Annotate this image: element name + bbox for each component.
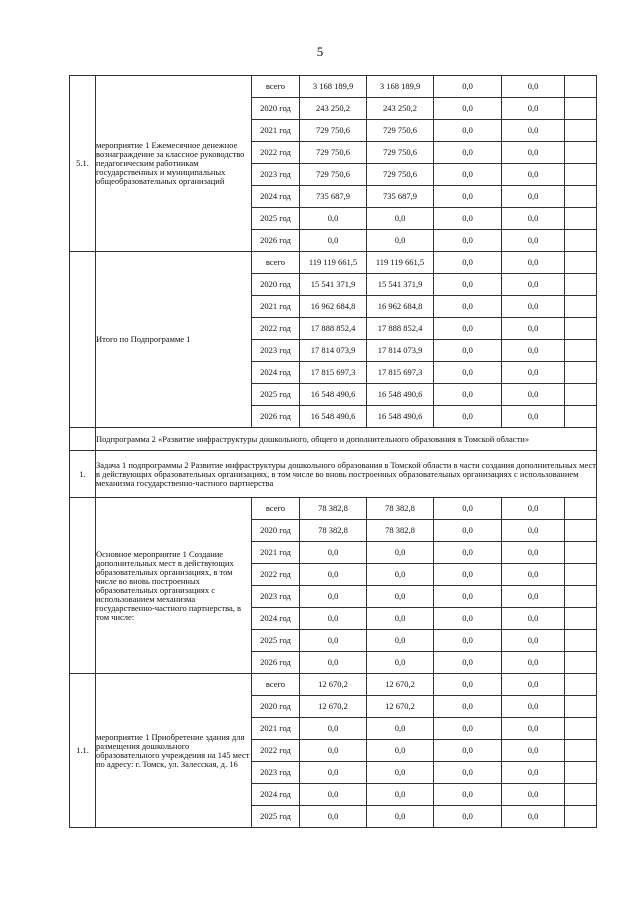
total-cell: 729 750,6 bbox=[300, 164, 367, 186]
year-cell: 2025 год bbox=[252, 384, 300, 406]
total-cell: 0,0 bbox=[300, 542, 367, 564]
regional-budget-cell: 17 815 697,3 bbox=[367, 362, 434, 384]
activity-name: мероприятие 1 Приобретение здания для размещения дошкольного образовательного учреждения на 145 мест по адресу: г. Томск, ул. Залесская, д. 16 bbox=[96, 674, 252, 828]
activity-name: Итого по Подпрограмме 1 bbox=[96, 252, 252, 428]
regional-budget-cell: 3 168 189,9 bbox=[367, 76, 434, 98]
total-cell: 16 962 684,8 bbox=[300, 296, 367, 318]
regional-budget-cell: 16 548 490,6 bbox=[367, 384, 434, 406]
regional-budget-cell: 0,0 bbox=[367, 564, 434, 586]
total-cell: 12 670,2 bbox=[300, 696, 367, 718]
local-budget-cell: 0,0 bbox=[434, 318, 502, 340]
empty-cell bbox=[565, 674, 597, 696]
regional-budget-cell: 0,0 bbox=[367, 630, 434, 652]
year-cell: 2020 год bbox=[252, 274, 300, 296]
total-cell: 78 382,8 bbox=[300, 520, 367, 542]
empty-cell bbox=[565, 696, 597, 718]
local-budget-cell: 0,0 bbox=[434, 542, 502, 564]
empty-cell bbox=[565, 762, 597, 784]
total-cell: 17 815 697,3 bbox=[300, 362, 367, 384]
regional-budget-cell: 16 548 490,6 bbox=[367, 406, 434, 428]
empty-cell bbox=[565, 718, 597, 740]
empty-cell bbox=[70, 428, 96, 451]
year-cell: 2022 год bbox=[252, 740, 300, 762]
other-sources-cell: 0,0 bbox=[502, 230, 565, 252]
year-cell: 2020 год bbox=[252, 696, 300, 718]
other-sources-cell: 0,0 bbox=[502, 120, 565, 142]
other-sources-cell: 0,0 bbox=[502, 76, 565, 98]
year-cell: 2026 год bbox=[252, 406, 300, 428]
regional-budget-cell: 729 750,6 bbox=[367, 164, 434, 186]
local-budget-cell: 0,0 bbox=[434, 362, 502, 384]
regional-budget-cell: 0,0 bbox=[367, 718, 434, 740]
page-number: 5 bbox=[316, 44, 324, 59]
empty-cell bbox=[565, 208, 597, 230]
row-number bbox=[70, 252, 96, 428]
year-cell: всего bbox=[252, 252, 300, 274]
other-sources-cell: 0,0 bbox=[502, 208, 565, 230]
empty-cell bbox=[565, 120, 597, 142]
other-sources-cell: 0,0 bbox=[502, 696, 565, 718]
other-sources-cell: 0,0 bbox=[502, 784, 565, 806]
task-text: Задача 1 подпрограммы 2 Развитие инфраструктуры дошкольного образования в Томской области в части создания дополнительных мест в действующих образовательных организациях, в том числе во вновь построенных образовательных организациях с использованием механизма государственно-частного партнерства bbox=[96, 451, 597, 498]
year-cell: 2021 год bbox=[252, 120, 300, 142]
total-cell: 17 814 073,9 bbox=[300, 340, 367, 362]
total-cell: 243 250,2 bbox=[300, 98, 367, 120]
empty-cell bbox=[565, 164, 597, 186]
total-cell: 15 541 371,9 bbox=[300, 274, 367, 296]
regional-budget-cell: 119 119 661,5 bbox=[367, 252, 434, 274]
regional-budget-cell: 78 382,8 bbox=[367, 498, 434, 520]
year-cell: 2023 год bbox=[252, 762, 300, 784]
local-budget-cell: 0,0 bbox=[434, 784, 502, 806]
year-cell: 2024 год bbox=[252, 608, 300, 630]
local-budget-cell: 0,0 bbox=[434, 762, 502, 784]
empty-cell bbox=[565, 806, 597, 828]
table-row bbox=[70, 674, 597, 696]
other-sources-cell: 0,0 bbox=[502, 318, 565, 340]
empty-cell bbox=[565, 784, 597, 806]
total-cell: 0,0 bbox=[300, 230, 367, 252]
local-budget-cell: 0,0 bbox=[434, 186, 502, 208]
regional-budget-cell: 15 541 371,9 bbox=[367, 274, 434, 296]
empty-cell bbox=[565, 230, 597, 252]
local-budget-cell: 0,0 bbox=[434, 98, 502, 120]
local-budget-cell: 0,0 bbox=[434, 230, 502, 252]
local-budget-cell: 0,0 bbox=[434, 252, 502, 274]
regional-budget-cell: 17 888 852,4 bbox=[367, 318, 434, 340]
regional-budget-cell: 729 750,6 bbox=[367, 142, 434, 164]
other-sources-cell: 0,0 bbox=[502, 340, 565, 362]
empty-cell bbox=[565, 340, 597, 362]
regional-budget-cell: 0,0 bbox=[367, 230, 434, 252]
total-cell: 0,0 bbox=[300, 630, 367, 652]
regional-budget-cell: 0,0 bbox=[367, 542, 434, 564]
local-budget-cell: 0,0 bbox=[434, 652, 502, 674]
task-row bbox=[70, 451, 597, 498]
row-number: 5.1. bbox=[70, 76, 96, 252]
regional-budget-cell: 0,0 bbox=[367, 208, 434, 230]
empty-cell bbox=[565, 186, 597, 208]
regional-budget-cell: 0,0 bbox=[367, 586, 434, 608]
other-sources-cell: 0,0 bbox=[502, 274, 565, 296]
local-budget-cell: 0,0 bbox=[434, 384, 502, 406]
empty-cell bbox=[565, 318, 597, 340]
year-cell: 2021 год bbox=[252, 296, 300, 318]
year-cell: 2023 год bbox=[252, 164, 300, 186]
local-budget-cell: 0,0 bbox=[434, 340, 502, 362]
total-cell: 17 888 852,4 bbox=[300, 318, 367, 340]
regional-budget-cell: 12 670,2 bbox=[367, 674, 434, 696]
other-sources-cell: 0,0 bbox=[502, 362, 565, 384]
local-budget-cell: 0,0 bbox=[434, 630, 502, 652]
year-cell: 2025 год bbox=[252, 208, 300, 230]
other-sources-cell: 0,0 bbox=[502, 740, 565, 762]
regional-budget-cell: 0,0 bbox=[367, 652, 434, 674]
regional-budget-cell: 16 962 684,8 bbox=[367, 296, 434, 318]
regional-budget-cell: 0,0 bbox=[367, 740, 434, 762]
year-cell: 2024 год bbox=[252, 784, 300, 806]
total-cell: 16 548 490,6 bbox=[300, 384, 367, 406]
empty-cell bbox=[565, 542, 597, 564]
regional-budget-cell: 243 250,2 bbox=[367, 98, 434, 120]
other-sources-cell: 0,0 bbox=[502, 564, 565, 586]
local-budget-cell: 0,0 bbox=[434, 586, 502, 608]
regional-budget-cell: 17 814 073,9 bbox=[367, 340, 434, 362]
empty-cell bbox=[565, 142, 597, 164]
empty-cell bbox=[565, 406, 597, 428]
total-cell: 0,0 bbox=[300, 608, 367, 630]
regional-budget-cell: 0,0 bbox=[367, 784, 434, 806]
local-budget-cell: 0,0 bbox=[434, 740, 502, 762]
local-budget-cell: 0,0 bbox=[434, 696, 502, 718]
total-cell: 12 670,2 bbox=[300, 674, 367, 696]
year-cell: всего bbox=[252, 498, 300, 520]
other-sources-cell: 0,0 bbox=[502, 384, 565, 406]
year-cell: 2021 год bbox=[252, 542, 300, 564]
empty-cell bbox=[565, 252, 597, 274]
other-sources-cell: 0,0 bbox=[502, 652, 565, 674]
other-sources-cell: 0,0 bbox=[502, 296, 565, 318]
total-cell: 729 750,6 bbox=[300, 142, 367, 164]
local-budget-cell: 0,0 bbox=[434, 164, 502, 186]
empty-cell bbox=[565, 98, 597, 120]
empty-cell bbox=[565, 76, 597, 98]
year-cell: 2020 год bbox=[252, 98, 300, 120]
other-sources-cell: 0,0 bbox=[502, 186, 565, 208]
local-budget-cell: 0,0 bbox=[434, 806, 502, 828]
local-budget-cell: 0,0 bbox=[434, 608, 502, 630]
local-budget-cell: 0,0 bbox=[434, 208, 502, 230]
year-cell: 2026 год bbox=[252, 230, 300, 252]
regional-budget-cell: 0,0 bbox=[367, 762, 434, 784]
regional-budget-cell: 0,0 bbox=[367, 806, 434, 828]
task-number: 1. bbox=[70, 451, 96, 498]
subprogram-row bbox=[70, 428, 597, 451]
total-cell: 0,0 bbox=[300, 784, 367, 806]
empty-cell bbox=[565, 520, 597, 542]
total-cell: 0,0 bbox=[300, 208, 367, 230]
total-cell: 0,0 bbox=[300, 740, 367, 762]
year-cell: 2026 год bbox=[252, 652, 300, 674]
year-cell: 2023 год bbox=[252, 586, 300, 608]
empty-cell bbox=[565, 608, 597, 630]
empty-cell bbox=[565, 384, 597, 406]
other-sources-cell: 0,0 bbox=[502, 98, 565, 120]
local-budget-cell: 0,0 bbox=[434, 498, 502, 520]
total-cell: 0,0 bbox=[300, 762, 367, 784]
empty-cell bbox=[565, 362, 597, 384]
year-cell: 2021 год bbox=[252, 718, 300, 740]
other-sources-cell: 0,0 bbox=[502, 586, 565, 608]
empty-cell bbox=[565, 740, 597, 762]
year-cell: 2025 год bbox=[252, 806, 300, 828]
empty-cell bbox=[565, 274, 597, 296]
other-sources-cell: 0,0 bbox=[502, 520, 565, 542]
local-budget-cell: 0,0 bbox=[434, 674, 502, 696]
activity-name: мероприятие 1 Ежемесячное денежное вознаграждение за классное руководство педагогическим работникам государственных и муниципальных общеобразовательных организаций bbox=[96, 76, 252, 252]
regional-budget-cell: 78 382,8 bbox=[367, 520, 434, 542]
total-cell: 78 382,8 bbox=[300, 498, 367, 520]
table-row bbox=[70, 76, 597, 98]
empty-cell bbox=[565, 586, 597, 608]
year-cell: 2022 год bbox=[252, 564, 300, 586]
table-row bbox=[70, 252, 597, 274]
subprogram-title: Подпрограмма 2 «Развитие инфраструктуры дошкольного, общего и дополнительного образования в Томской области» bbox=[96, 428, 597, 451]
total-cell: 3 168 189,9 bbox=[300, 76, 367, 98]
local-budget-cell: 0,0 bbox=[434, 520, 502, 542]
year-cell: всего bbox=[252, 76, 300, 98]
regional-budget-cell: 729 750,6 bbox=[367, 120, 434, 142]
other-sources-cell: 0,0 bbox=[502, 630, 565, 652]
total-cell: 0,0 bbox=[300, 564, 367, 586]
other-sources-cell: 0,0 bbox=[502, 542, 565, 564]
regional-budget-cell: 0,0 bbox=[367, 608, 434, 630]
year-cell: 2024 год bbox=[252, 362, 300, 384]
other-sources-cell: 0,0 bbox=[502, 252, 565, 274]
total-cell: 16 548 490,6 bbox=[300, 406, 367, 428]
activity-name: Основное мероприятие 1 Создание дополнительных мест в действующих образовательных организациях, в том числе во вновь построенных образовательных организациях с использованием механизма государственно-частного партнерства, в том числе: bbox=[96, 498, 252, 674]
year-cell: 2023 год bbox=[252, 340, 300, 362]
row-number: 1.1. bbox=[70, 674, 96, 828]
empty-cell bbox=[565, 296, 597, 318]
local-budget-cell: 0,0 bbox=[434, 718, 502, 740]
budget-table bbox=[69, 75, 597, 828]
total-cell: 0,0 bbox=[300, 718, 367, 740]
other-sources-cell: 0,0 bbox=[502, 498, 565, 520]
other-sources-cell: 0,0 bbox=[502, 164, 565, 186]
other-sources-cell: 0,0 bbox=[502, 718, 565, 740]
other-sources-cell: 0,0 bbox=[502, 806, 565, 828]
local-budget-cell: 0,0 bbox=[434, 564, 502, 586]
empty-cell bbox=[565, 564, 597, 586]
total-cell: 0,0 bbox=[300, 652, 367, 674]
local-budget-cell: 0,0 bbox=[434, 142, 502, 164]
year-cell: всего bbox=[252, 674, 300, 696]
regional-budget-cell: 735 687,9 bbox=[367, 186, 434, 208]
row-number bbox=[70, 498, 96, 674]
local-budget-cell: 0,0 bbox=[434, 296, 502, 318]
empty-cell bbox=[565, 498, 597, 520]
local-budget-cell: 0,0 bbox=[434, 406, 502, 428]
local-budget-cell: 0,0 bbox=[434, 120, 502, 142]
total-cell: 119 119 661,5 bbox=[300, 252, 367, 274]
empty-cell bbox=[565, 630, 597, 652]
year-cell: 2025 год bbox=[252, 630, 300, 652]
table-row bbox=[70, 498, 597, 520]
year-cell: 2020 год bbox=[252, 520, 300, 542]
total-cell: 735 687,9 bbox=[300, 186, 367, 208]
other-sources-cell: 0,0 bbox=[502, 406, 565, 428]
regional-budget-cell: 12 670,2 bbox=[367, 696, 434, 718]
year-cell: 2022 год bbox=[252, 142, 300, 164]
other-sources-cell: 0,0 bbox=[502, 142, 565, 164]
total-cell: 0,0 bbox=[300, 806, 367, 828]
total-cell: 0,0 bbox=[300, 586, 367, 608]
local-budget-cell: 0,0 bbox=[434, 274, 502, 296]
year-cell: 2022 год bbox=[252, 318, 300, 340]
empty-cell bbox=[565, 652, 597, 674]
total-cell: 729 750,6 bbox=[300, 120, 367, 142]
other-sources-cell: 0,0 bbox=[502, 674, 565, 696]
other-sources-cell: 0,0 bbox=[502, 608, 565, 630]
other-sources-cell: 0,0 bbox=[502, 762, 565, 784]
year-cell: 2024 год bbox=[252, 186, 300, 208]
local-budget-cell: 0,0 bbox=[434, 76, 502, 98]
